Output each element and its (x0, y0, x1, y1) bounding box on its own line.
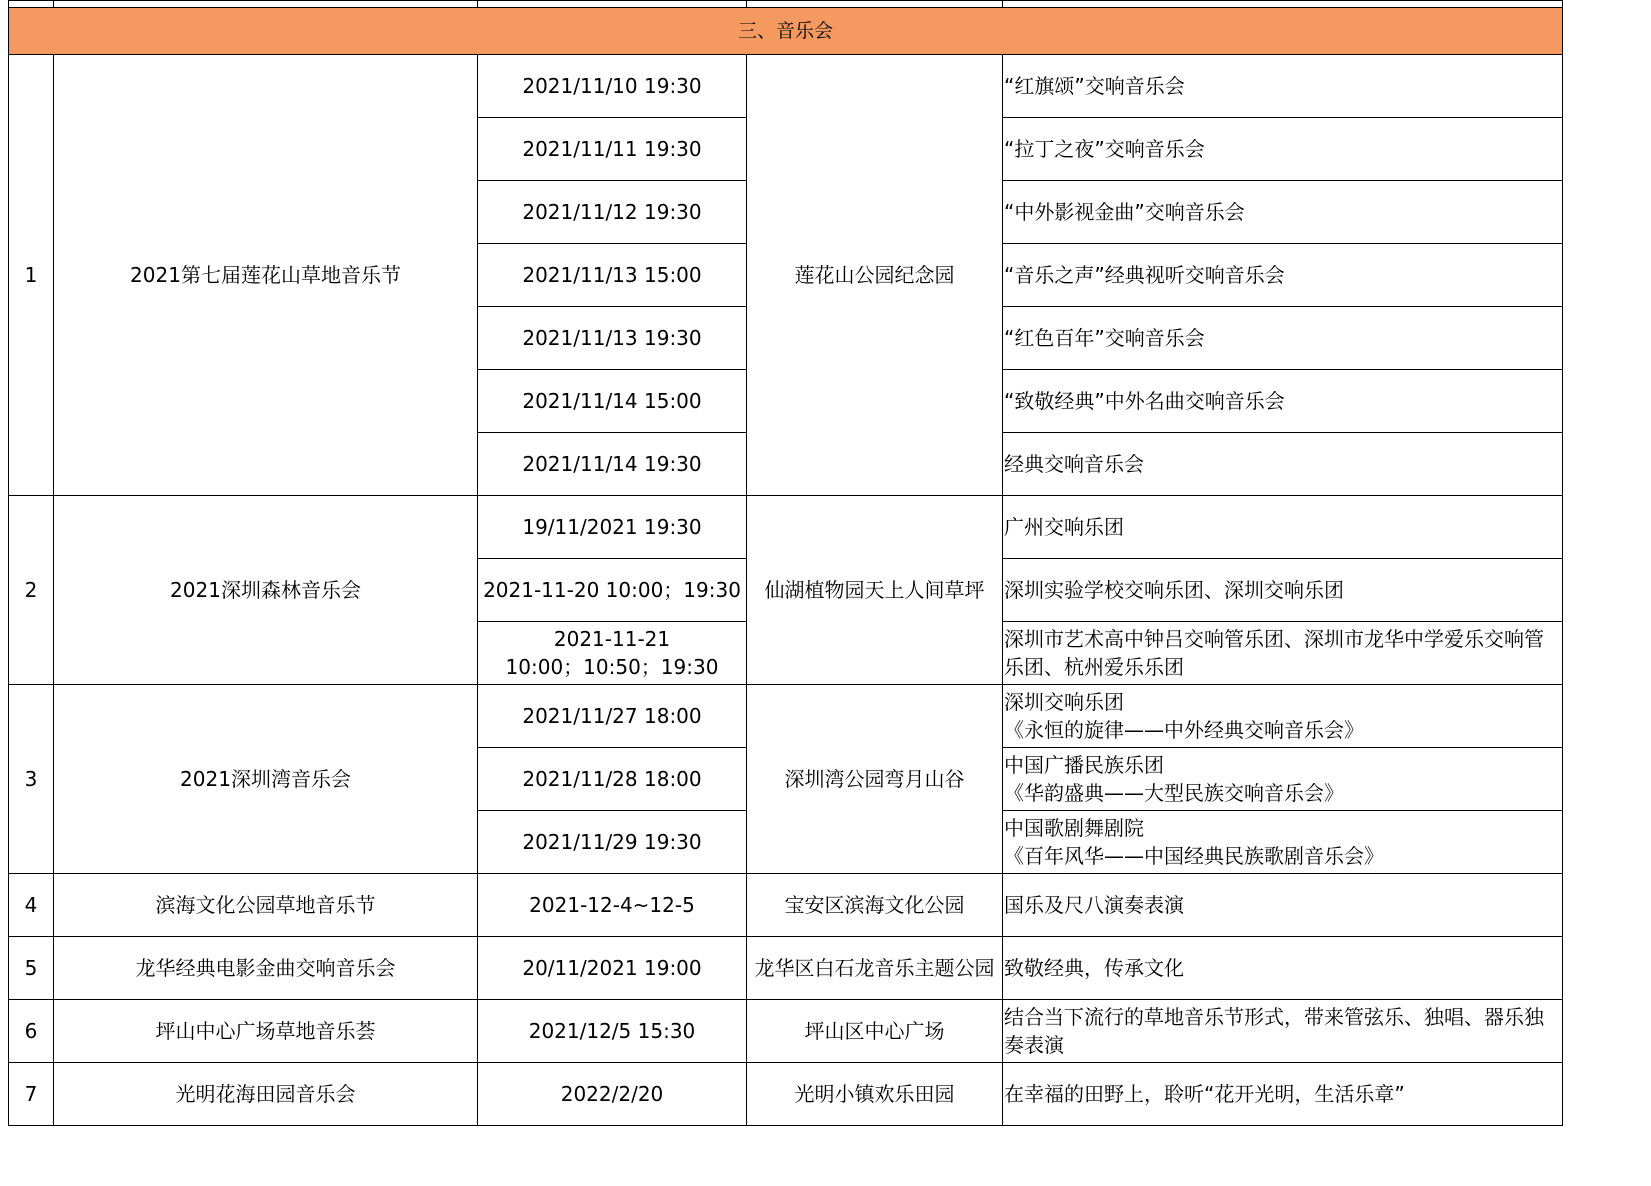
session-content: 结合当下流行的草地音乐节形式，带来管弦乐、独唱、器乐独奏表演 (1003, 1000, 1563, 1063)
event-venue: 深圳湾公园弯月山谷 (747, 685, 1003, 874)
table-row (9, 685, 1563, 748)
table-row (9, 55, 1563, 118)
performer: 中国歌剧舞剧院 (1004, 816, 1144, 840)
row-number: 3 (9, 685, 54, 874)
section-title: 三、音乐会 (9, 8, 1563, 55)
event-name: 滨海文化公园草地音乐节 (54, 874, 478, 937)
table-row (9, 937, 1563, 1000)
row-number: 4 (9, 874, 54, 937)
concert-table (8, 0, 1563, 1126)
session-content: “音乐之声”经典视听交响音乐会 (1003, 244, 1563, 307)
session-content: 致敬经典，传承文化 (1003, 937, 1563, 1000)
session-content-cell (1003, 811, 1563, 874)
session-time: 2021/11/14 19:30 (478, 433, 747, 496)
table-row (9, 874, 1563, 937)
session-content: “红色百年”交响音乐会 (1003, 307, 1563, 370)
event-venue: 仙湖植物园天上人间草坪 (747, 496, 1003, 685)
row-number: 5 (9, 937, 54, 1000)
event-venue: 光明小镇欢乐田园 (747, 1063, 1003, 1126)
event-name: 龙华经典电影金曲交响音乐会 (54, 937, 478, 1000)
session-date: 2021-11-21 (553, 627, 671, 651)
session-content: 广州交响乐团 (1003, 496, 1563, 559)
session-time: 2021-12-4~12-5 (478, 874, 747, 937)
session-time: 2021/11/11 19:30 (478, 118, 747, 181)
row-number: 2 (9, 496, 54, 685)
row-number: 6 (9, 1000, 54, 1063)
event-name: 2021深圳森林音乐会 (54, 496, 478, 685)
session-hours: 10:00；10:50；19:30 (505, 655, 719, 679)
row-number: 1 (9, 55, 54, 496)
session-content: 国乐及尺八演奏表演 (1003, 874, 1563, 937)
session-time: 2021/11/27 18:00 (478, 685, 747, 748)
session-time-cell (478, 622, 747, 685)
session-content-cell (1003, 685, 1563, 748)
session-content: “致敬经典”中外名曲交响音乐会 (1003, 370, 1563, 433)
table-row (9, 1000, 1563, 1063)
program-title: 《永恒的旋律——中外经典交响音乐会》 (1004, 718, 1364, 742)
performer: 中国广播民族乐团 (1004, 753, 1164, 777)
session-time: 2021/11/12 19:30 (478, 181, 747, 244)
session-time: 20/11/2021 19:00 (478, 937, 747, 1000)
session-time: 2021/11/13 19:30 (478, 307, 747, 370)
performer: 深圳交响乐团 (1004, 690, 1124, 714)
session-content: “红旗颂”交响音乐会 (1003, 55, 1563, 118)
session-time: 2021/12/5 15:30 (478, 1000, 747, 1063)
session-content: 深圳实验学校交响乐团、深圳交响乐团 (1003, 559, 1563, 622)
session-time: 2021/11/28 18:00 (478, 748, 747, 811)
table-row (9, 496, 1563, 559)
session-content-cell (1003, 748, 1563, 811)
event-name: 2021深圳湾音乐会 (54, 685, 478, 874)
session-time: 2022/2/20 (478, 1063, 747, 1126)
session-time: 2021/11/10 19:30 (478, 55, 747, 118)
session-time: 19/11/2021 19:30 (478, 496, 747, 559)
session-content: 在幸福的田野上，聆听“花开光明，生活乐章” (1003, 1063, 1563, 1126)
section-header-row (9, 8, 1563, 55)
event-venue: 坪山区中心广场 (747, 1000, 1003, 1063)
session-time: 2021/11/14 15:00 (478, 370, 747, 433)
program-title: 《华韵盛典——大型民族交响音乐会》 (1004, 781, 1344, 805)
session-content: 经典交响音乐会 (1003, 433, 1563, 496)
event-name: 坪山中心广场草地音乐荟 (54, 1000, 478, 1063)
event-venue: 宝安区滨海文化公园 (747, 874, 1003, 937)
row-number: 7 (9, 1063, 54, 1126)
session-content: 深圳市艺术高中钟吕交响管乐团、深圳市龙华中学爱乐交响管乐团、杭州爱乐乐团 (1003, 622, 1563, 685)
previous-section-row-fragment (9, 1, 1563, 8)
event-venue: 龙华区白石龙音乐主题公园 (747, 937, 1003, 1000)
session-time: 2021-11-20 10:00；19:30 (478, 559, 747, 622)
event-name: 光明花海田园音乐会 (54, 1063, 478, 1126)
session-time: 2021/11/29 19:30 (478, 811, 747, 874)
event-name: 2021第七届莲花山草地音乐节 (54, 55, 478, 496)
program-title: 《百年风华——中国经典民族歌剧音乐会》 (1004, 844, 1384, 868)
event-venue: 莲花山公园纪念园 (747, 55, 1003, 496)
table-row (9, 1063, 1563, 1126)
session-content: “拉丁之夜”交响音乐会 (1003, 118, 1563, 181)
session-time: 2021/11/13 15:00 (478, 244, 747, 307)
session-content: “中外影视金曲”交响音乐会 (1003, 181, 1563, 244)
